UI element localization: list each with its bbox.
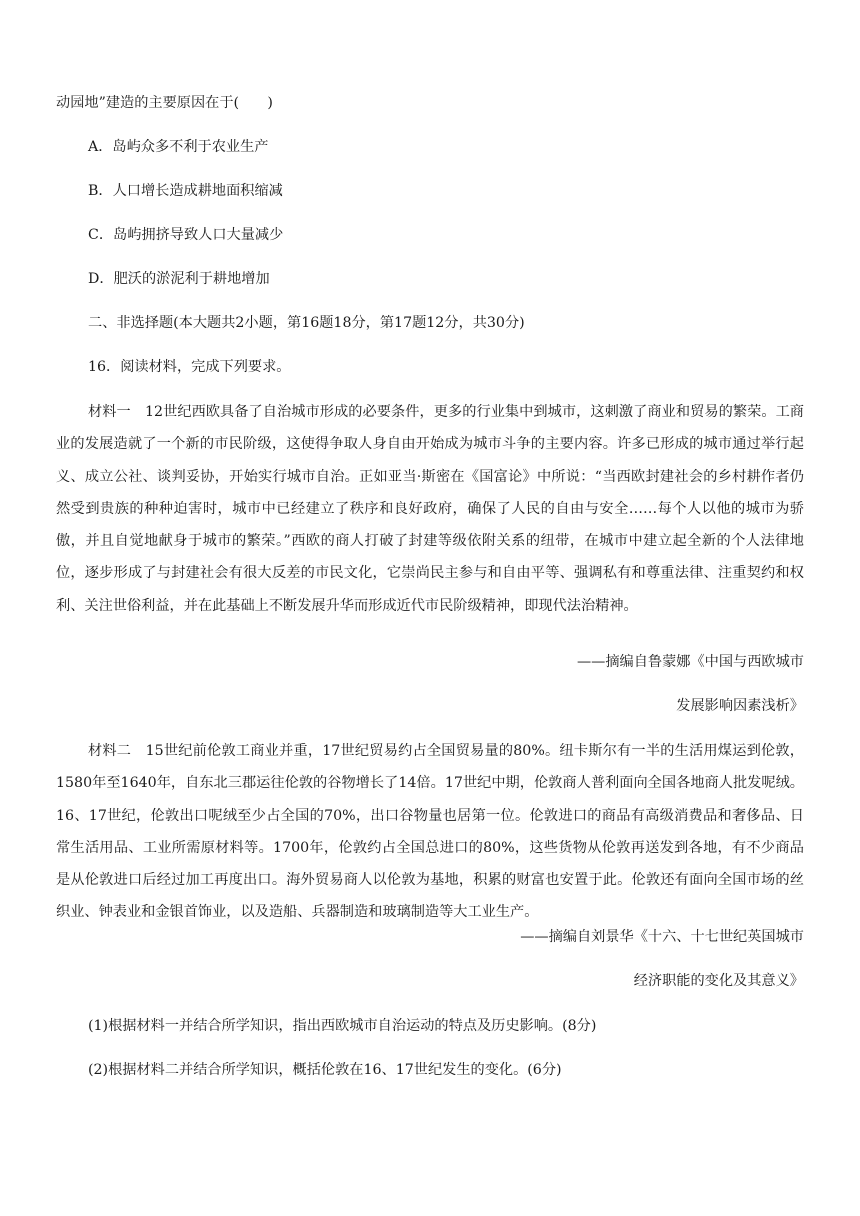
material-2-source-line-1: ——摘编自刘景华《十六、十七世纪英国城市: [520, 929, 804, 945]
question-16-intro: 16．阅读材料，完成下列要求。: [88, 359, 291, 375]
option-c: C．岛屿拥挤导致人口大量减少: [88, 227, 284, 243]
option-a: A．岛屿众多不利于农业生产: [88, 139, 269, 155]
option-b: B．人口增长造成耕地面积缩减: [88, 183, 283, 199]
material-1-source-line-2: 发展影响因素浅析》: [676, 698, 804, 714]
material-1-text: 材料一 12世纪西欧具备了自治城市形成的必要条件，更多的行业集中到城市，这刺激了商业和贸易的繁荣。工商业的发展造就了一个新的市民阶级，这使得争取人身自由开始成为城市斗争的主要内容。许多已形成的城市通过举行起义、成立公社、谈判妥协，开始实行城市自治。正如亚当·斯密在《国富论》中所说：“当西欧封建社会的乡村耕作者仍然受到贵族的种种迫害时，城市中已经建立了秩序和良好政府，确保了人民的自由与安全……每个人以他的城市为骄傲，并且自觉地献身于城市的繁荣。”西欧的商人打破了封建等级依附关系的纽带，在城市中建立起全新的个人法律地位，逐步形成了与封建社会有很大反差的市民文化，它崇尚民主参与和自由平等、强调私有和尊重法律、注重契约和权利、关注世俗利益，并在此基础上不断发展升华而形成近代市民阶级精神，即现代法治精神。: [56, 404, 804, 614]
question-15-stem-tail: 动园地”建造的主要原因在于( ): [56, 95, 273, 111]
sub-question-1: (1)根据材料一并结合所学知识，指出西欧城市自治运动的特点及历史影响。(8分): [88, 1018, 597, 1034]
material-2-text: 材料二 15世纪前伦敦工商业并重，17世纪贸易约占全国贸易量的80%。纽卡斯尔有一半的生活用煤运到伦敦，1580年至1640年，自东北三郡运往伦敦的谷物增长了14倍。17世纪中期，伦敦商人普利面向全国各地商人批发呢绒。16、17世纪，伦敦出口呢绒至少占全国的70%，出口谷物量也居第一位。伦敦进口的商品有高级消费品和奢侈品、日常生活用品、工业所需原材料等。1700年，伦敦约占全国总进口的80%，这些货物从伦敦再送发到各地，有不少商品是从伦敦进口后经过加工再度出口。海外贸易商人以伦敦为基地，积累的财富也安置于此。伦敦还有面向全国市场的丝织业、钟表业和金银首饰业，以及造船、兵器制造和玻璃制造等大工业生产。: [56, 743, 804, 921]
section-heading: 二、非选择题(本大题共2小题，第16题18分，第17题12分，共30分): [88, 315, 525, 331]
material-2-source-line-2: 经济职能的变化及其意义》: [633, 973, 804, 989]
option-d: D．肥沃的淤泥利于耕地增加: [88, 271, 270, 287]
material-1-source-line-1: ——摘编自鲁蒙娜《中国与西欧城市: [576, 654, 804, 670]
sub-question-2: (2)根据材料二并结合所学知识，概括伦敦在16、17世纪发生的变化。(6分): [88, 1062, 562, 1078]
